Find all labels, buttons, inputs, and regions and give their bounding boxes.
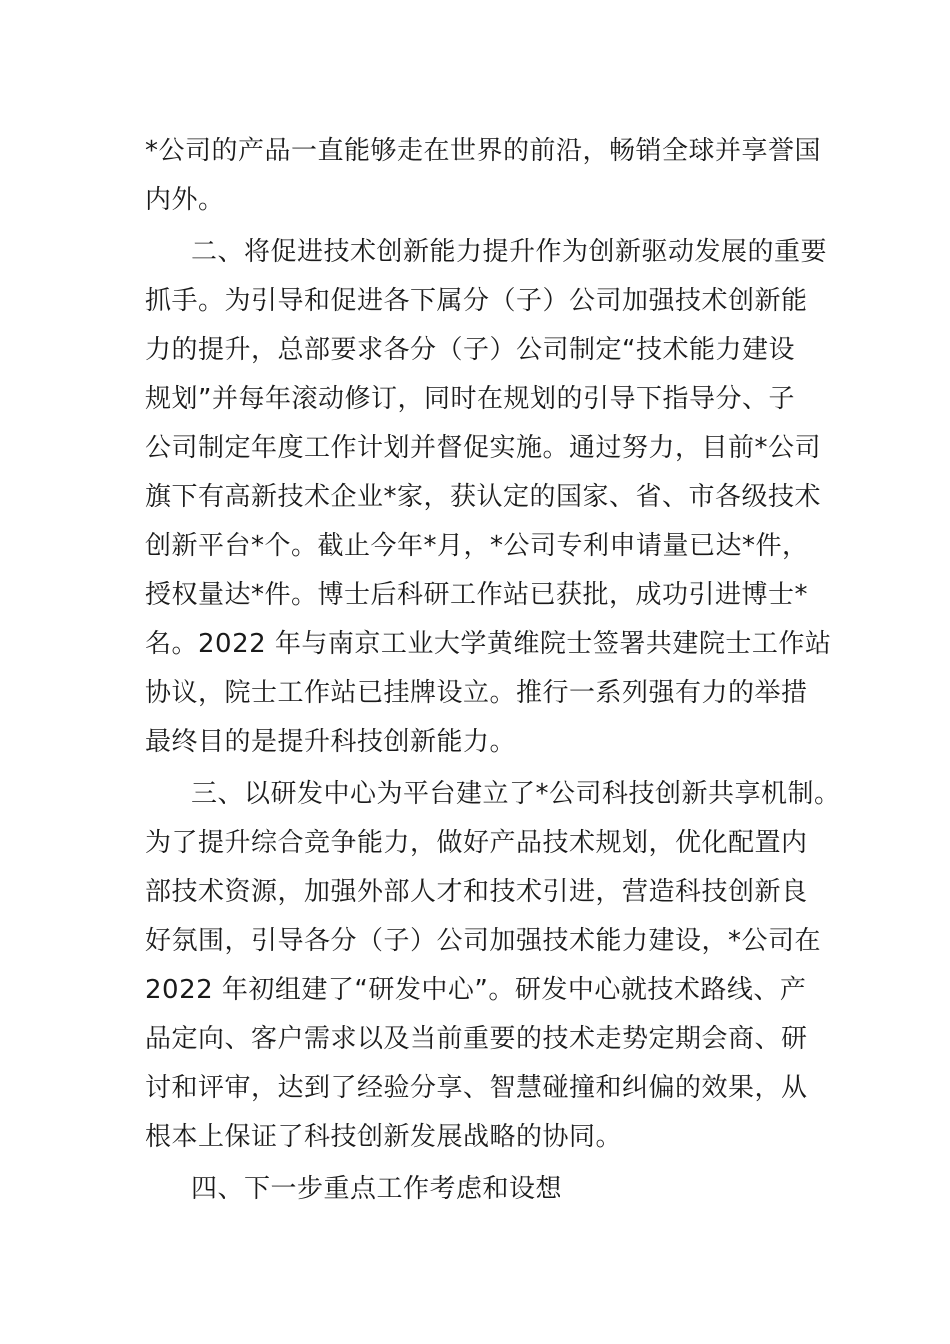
- text-line: 协议，院士工作站已挂牌设立。推行一系列强有力的举措: [145, 678, 808, 708]
- text-line: 部技术资源，加强外部人才和技术引进，营造科技创新良: [145, 877, 808, 907]
- section-heading: 四、下一步重点工作考虑和设想: [191, 1174, 563, 1204]
- text-line: 内外。: [145, 185, 225, 215]
- text-line: 旗下有高新技术企业*家，获认定的国家、省、市各级技术: [145, 482, 822, 512]
- document-body: [145, 127, 845, 1214]
- text-line: 2022 年初组建了“研发中心”。研发中心就技术路线、产: [145, 975, 807, 1005]
- text-line: *公司的产品一直能够走在世界的前沿，畅销全球并享誉国: [145, 136, 822, 166]
- text-line: 授权量达*件。博士后科研工作站已获批，成功引进博士*: [145, 580, 809, 610]
- text-line: 三、以研发中心为平台建立了*公司科技创新共享机制。: [191, 779, 841, 809]
- text-line: 规划”并每年滚动修订，同时在规划的引导下指导分、子: [145, 384, 795, 414]
- text-line: 抓手。为引导和促进各下属分（子）公司加强技术创新能: [145, 286, 808, 316]
- text-line: 为了提升综合竞争能力，做好产品技术规划，优化配置内: [145, 828, 808, 858]
- text-line: 力的提升，总部要求各分（子）公司制定“技术能力建设: [145, 335, 795, 365]
- text-line: 公司制定年度工作计划并督促实施。通过努力，目前*公司: [145, 433, 822, 463]
- text-line: 名。2022 年与南京工业大学黄维院士签署共建院士工作站: [145, 629, 832, 659]
- paragraph-3: [145, 770, 845, 1162]
- text-line: 二、将促进技术创新能力提升作为创新驱动发展的重要: [191, 237, 828, 267]
- text-line: 创新平台*个。截止今年*月，*公司专利申请量已达*件，: [145, 531, 809, 561]
- text-line: 好氛围，引导各分（子）公司加强技术能力建设，*公司在: [145, 926, 822, 956]
- text-line: 讨和评审，达到了经验分享、智慧碰撞和纠偏的效果，从: [145, 1073, 808, 1103]
- text-line: 最终目的是提升科技创新能力。: [145, 727, 517, 757]
- paragraph-4: [145, 1165, 845, 1214]
- paragraph-1: [145, 127, 845, 225]
- paragraph-2: [145, 228, 845, 767]
- text-line: 根本上保证了科技创新发展战略的协同。: [145, 1122, 623, 1152]
- text-line: 品定向、客户需求以及当前重要的技术走势定期会商、研: [145, 1024, 808, 1054]
